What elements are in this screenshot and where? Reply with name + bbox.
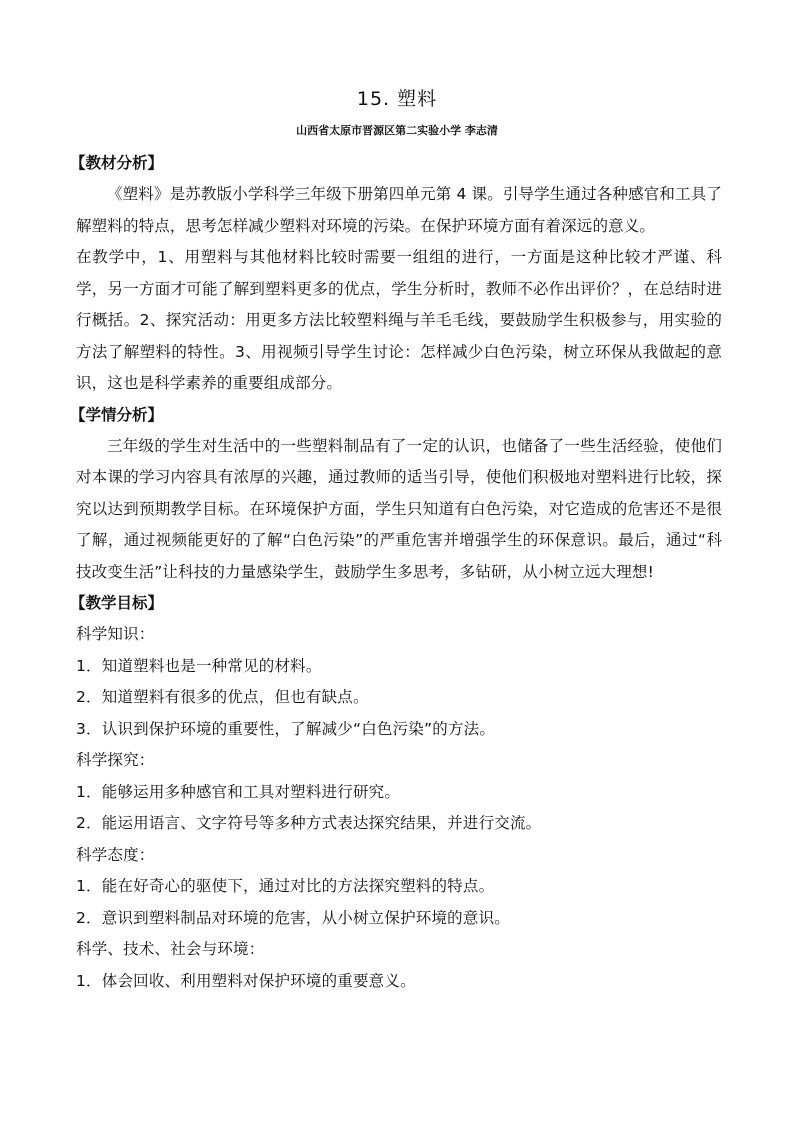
goal-item: 2．知道塑料有很多的优点，但也有缺点。 [76,688,369,706]
author-line: 山西省太原市晋源区第二实验小学 李志清 [296,124,498,137]
goal-item: 1．能够运用多种感官和工具对塑料进行研究。 [76,782,401,801]
document-body [70,148,722,997]
section-heading-goals: 【教学目标】 [70,594,164,612]
goal-category-attitude: 科学态度： [76,845,155,864]
goal-item: 1．能在好奇心的驱使下，通过对比的方法探究塑料的特点。 [76,877,495,895]
section-heading-analysis: 【教材分析】 [70,154,164,172]
analysis-paragraph-2: 在教学中，1、用塑料与其他材料比较时需要一组组的进行，一方面是这种比较才严谨、科学，另一方面才可能了解到塑料更多的优点，学生分析时，教师不必作出评价？，在总结时进行概括。2、探究活动：用更多方法比较塑料绳与羊毛毛线，要鼓励学生积极参与，用实验的方法了解塑料的特性。3、用视频引导学生讨论：怎样减少白色污染，树立环保从我做起的意识，这也是科学素养的重要组成部分。 [76,248,722,392]
analysis-paragraph-1: 《塑料》是苏教版小学科学三年级下册第四单元第 4 课。引导学生通过各种感官和工具了解塑料的特点，思考怎样减少塑料对环境的污染。在保护环境方面有着深远的意义。 [76,185,722,235]
goal-item: 3．认识到保护环境的重要性，了解减少“白色污染”的方法。 [76,719,496,738]
section-heading-students: 【学情分析】 [70,405,164,424]
goal-category-inquiry: 科学探究： [76,751,155,769]
students-paragraph-1: 三年级的学生对生活中的一些塑料制品有了一定的认识，也储备了一些生活经验，使他们对本课的学习内容具有浓厚的兴趣，通过教师的适当引导，使他们积极地对塑料进行比较，探究以达到预期教学目标。在环境保护方面，学生只知道有白色污染，对它造成的危害还不是很了解，通过视频能更好的了解“白色污染”的严重危害并增强学生的环保意识。最后，通过“科技改变生活”让科技的力量感染学生，鼓励学生多思考，多钻研，从小树立远大理想! [76,436,722,581]
goal-item: 2．意识到塑料制品对环境的危害，从小树立保护环境的意识。 [76,908,510,927]
goal-item: 1．体会回收、利用塑料对保护环境的重要意义。 [76,971,416,990]
goal-item: 2．能运用语言、文字符号等多种方式表达探究结果，并进行交流。 [76,814,542,832]
goal-category-stse: 科学、技术、社会与环境： [76,940,265,958]
goal-item: 1．知道塑料也是一种常见的材料。 [76,656,322,675]
goal-category-knowledge: 科学知识： [76,625,155,643]
document-title: 15. 塑料 [356,88,438,110]
